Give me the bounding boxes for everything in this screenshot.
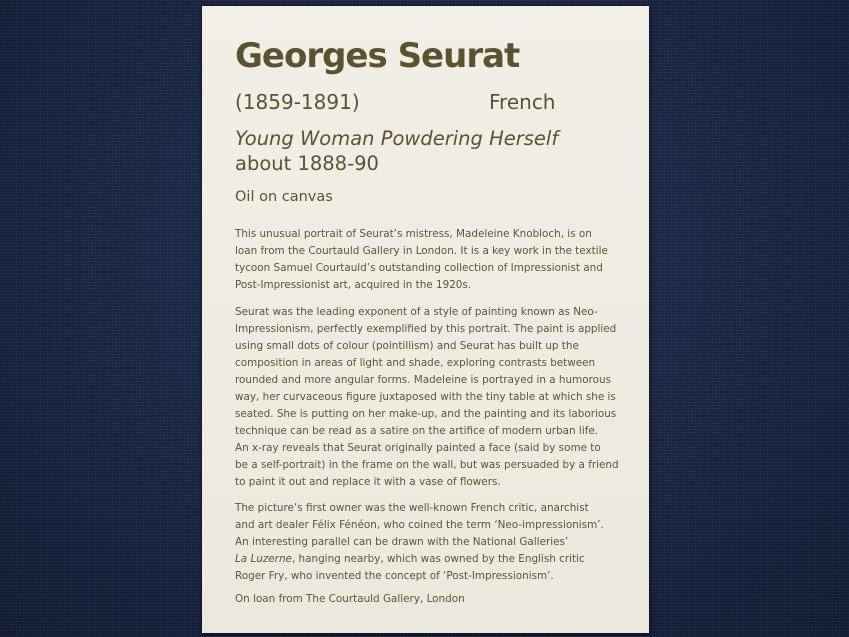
painting-reference-title: La Luzerne bbox=[235, 553, 292, 565]
artist-nationality: French bbox=[489, 90, 556, 114]
text-line: be a self-portrait) in the frame on the wall, but was persuaded by a friend bbox=[235, 459, 619, 471]
text-line: Impressionism, perfectly exemplified by this portrait. The paint is applied bbox=[235, 323, 617, 335]
text-line: to paint it out and replace it with a vase of flowers. bbox=[235, 476, 501, 488]
credit-line: On loan from The Courtauld Gallery, London bbox=[235, 593, 465, 605]
text-line: technique can be read as a satire on the artifice of modern urban life. bbox=[235, 425, 599, 437]
artwork-medium: Oil on canvas bbox=[235, 189, 333, 205]
museum-wall-label bbox=[202, 6, 649, 633]
text-line-rest: , hanging nearby, which was owned by the English critic bbox=[291, 553, 585, 565]
text-line: using small dots of colour (pointillism) and Seurat has built up the bbox=[235, 340, 579, 352]
artist-life-dates: (1859-1891) bbox=[235, 90, 360, 114]
artwork-title: Young Woman Powdering Herself bbox=[235, 127, 559, 150]
text-line: rounded and more angular forms. Madeleine is portrayed in a humorous bbox=[235, 374, 611, 386]
artist-name: Georges Seurat bbox=[235, 36, 520, 76]
text-line: This unusual portrait of Seurat’s mistress, Madeleine Knobloch, is on bbox=[235, 228, 592, 240]
description-paragraph-3 bbox=[235, 500, 625, 585]
text-line: Roger Fry, who invented the concept of ‘Post-Impressionism’. bbox=[235, 570, 554, 582]
text-line: Seurat was the leading exponent of a style of painting known as Neo- bbox=[235, 306, 598, 318]
text-line: An x-ray reveals that Seurat originally painted a face (said by some to bbox=[235, 442, 601, 454]
text-line: seated. She is putting on her make-up, and the painting and its laborious bbox=[235, 408, 617, 420]
description-paragraph-1 bbox=[235, 226, 625, 294]
text-line: way, her curvaceous figure juxtaposed with the tiny table at which she is bbox=[235, 391, 616, 403]
description-paragraph-2 bbox=[235, 304, 625, 491]
artwork-date: about 1888-90 bbox=[235, 152, 379, 175]
text-line bbox=[235, 551, 625, 568]
text-line: tycoon Samuel Courtauld’s outstanding collection of Impressionist and bbox=[235, 262, 603, 274]
text-line: composition in areas of light and shade, exploring contrasts between bbox=[235, 357, 596, 369]
text-line: An interesting parallel can be drawn with the National Galleries’ bbox=[235, 536, 569, 548]
text-line: loan from the Courtauld Gallery in London. It is a key work in the textile bbox=[235, 245, 608, 257]
text-line: and art dealer Félix Fénéon, who coined the term ‘Neo-impressionism’. bbox=[235, 519, 604, 531]
text-line: The picture’s first owner was the well-known French critic, anarchist bbox=[235, 502, 589, 514]
text-line: Post-Impressionist art, acquired in the 1920s. bbox=[235, 279, 472, 291]
